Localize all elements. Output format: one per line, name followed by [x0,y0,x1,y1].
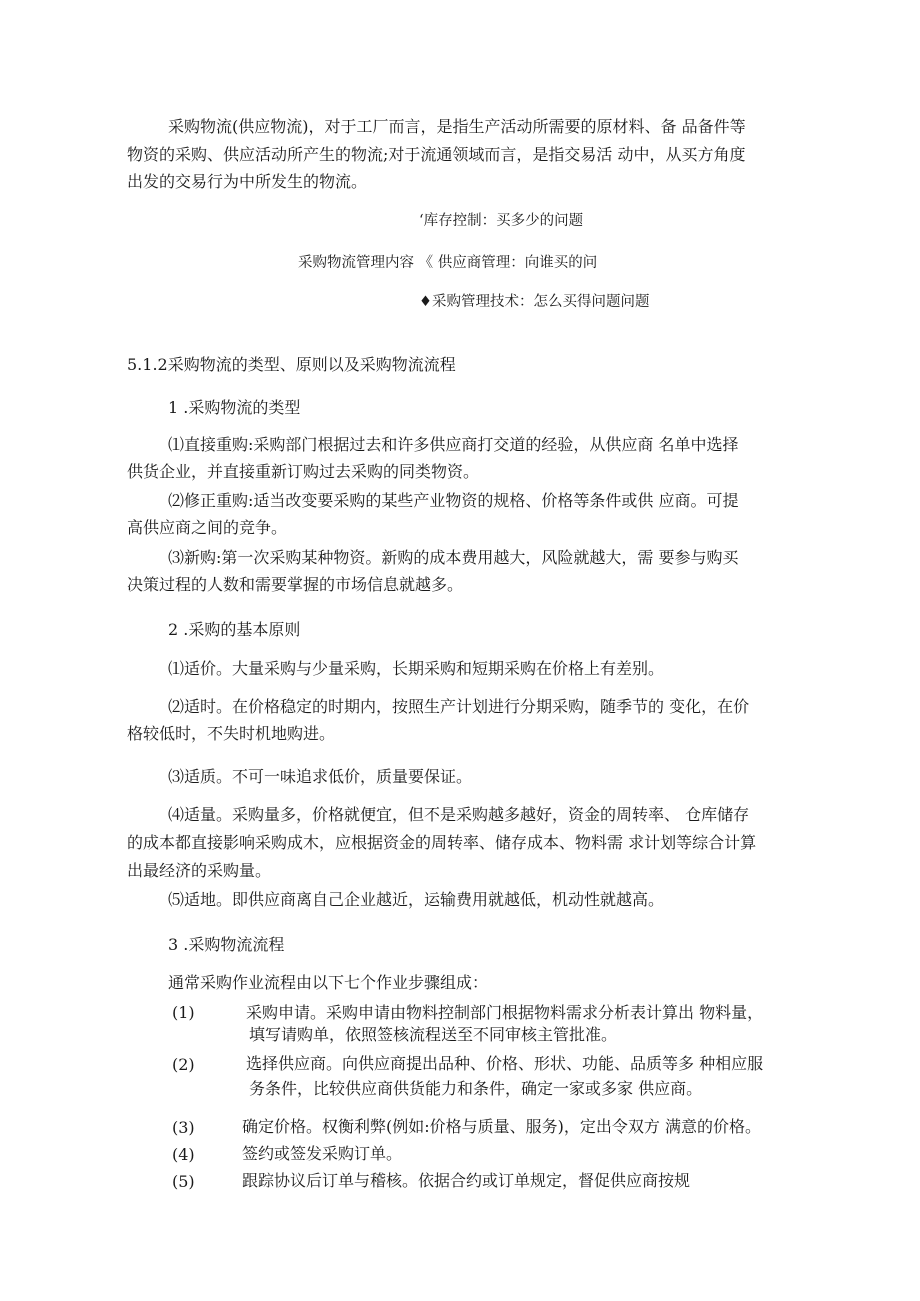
step-number: (1) [172,1003,195,1022]
subheading-process: 3 .采购物流流程 [168,935,285,954]
intro-line: 物资的采购、供应活动所产生的物流;对于流通领域而言，是指交易活 动中，从买方角度 [127,145,746,164]
type-item: 供货企业，并直接重新订购过去采购的同类物资。 [127,462,480,481]
principle-item: ⑶适质。不可一味追求低价，质量要保证。 [168,767,473,786]
step-number: (4) [172,1145,195,1164]
type-item: 高供应商之间的竞争。 [127,518,288,537]
principle-item: ⑷适量。采购量多，价格就便宜，但不是采购越多越好，资金的周转率、 仓库储存 [168,805,750,824]
step-text: 确定价格。权衡利弊(例如:价格与质量、服务)，定出令双方 满意的价格。 [242,1117,761,1136]
principle-item: 格较低时，不失时机地购进。 [127,724,336,743]
diagram-main: 采购物流管理内容 《 供应商管理：向谁买的问 [298,255,598,271]
type-item: 决策过程的人数和需要掌握的市场信息就越多。 [127,575,464,594]
step-number: (3) [172,1118,195,1137]
principle-item: ⑸适地。即供应商离自己企业越近，运输费用就越低，机动性就越高。 [168,890,665,909]
subheading-types: 1 .采购物流的类型 [168,398,301,417]
principle-item: 出最经济的采购量。 [127,861,272,880]
step-text: 跟踪协议后订单与稽核。依据合约或订单规定，督促供应商按规 [242,1171,691,1190]
step-text: 采购申请。采购申请由物料控制部门根据物料需求分析表计算出 物料量， [246,1003,764,1022]
subheading-principles: 2 .采购的基本原则 [168,620,301,639]
diagram-item-technique: ♦采购管理技术：怎么买得问题问题 [419,294,650,310]
diagram-item-inventory: ‘库存控制：买多少的问题 [419,213,584,229]
step-text: 签约或签发采购订单。 [242,1144,403,1163]
section-heading: 5.1.2采购物流的类型、原则以及采购物流流程 [127,355,456,374]
principle-item: ⑴适价。大量采购与少量采购，长期采购和短期采购在价格上有差别。 [168,659,665,678]
process-intro: 通常采购作业流程由以下七个作业步骤组成： [168,973,489,992]
step-number: (2) [172,1055,195,1074]
type-item: ⑶新购:第一次采购某种物资。新购的成本费用越大，风险就越大，需 要参与购买 [168,548,739,567]
step-number: (5) [172,1172,195,1191]
principle-item: ⑵适时。在价格稳定的时期内，按照生产计划进行分期采购，随季节的 变化，在价 [168,697,750,716]
intro-line: 出发的交易行为中所发生的物流。 [127,172,368,191]
step-text: 选择供应商。向供应商提出品种、价格、形状、功能、品质等多 种相应服 [246,1054,764,1073]
type-item: ⑴直接重购:采购部门根据过去和许多供应商打交道的经验，从供应商 名单中选择 [168,435,739,454]
type-item: ⑵修正重购:适当改变要采购的某些产业物资的规格、价格等条件或供 应商。可提 [168,491,739,510]
principle-item: 的成本都直接影响采购成木，应根据资金的周转率、储存成本、物料需 求计划等综合计算 [127,833,757,852]
step-text: 务条件，比较供应商供货能力和条件，确定一家或多家 供应商。 [249,1079,703,1098]
intro-line: 采购物流(供应物流)，对于工厂而言，是指生产活动所需要的原材料、备 品备件等 [168,117,746,136]
step-text: 填写请购单，依照签核流程送至不同审核主管批准。 [249,1025,618,1044]
